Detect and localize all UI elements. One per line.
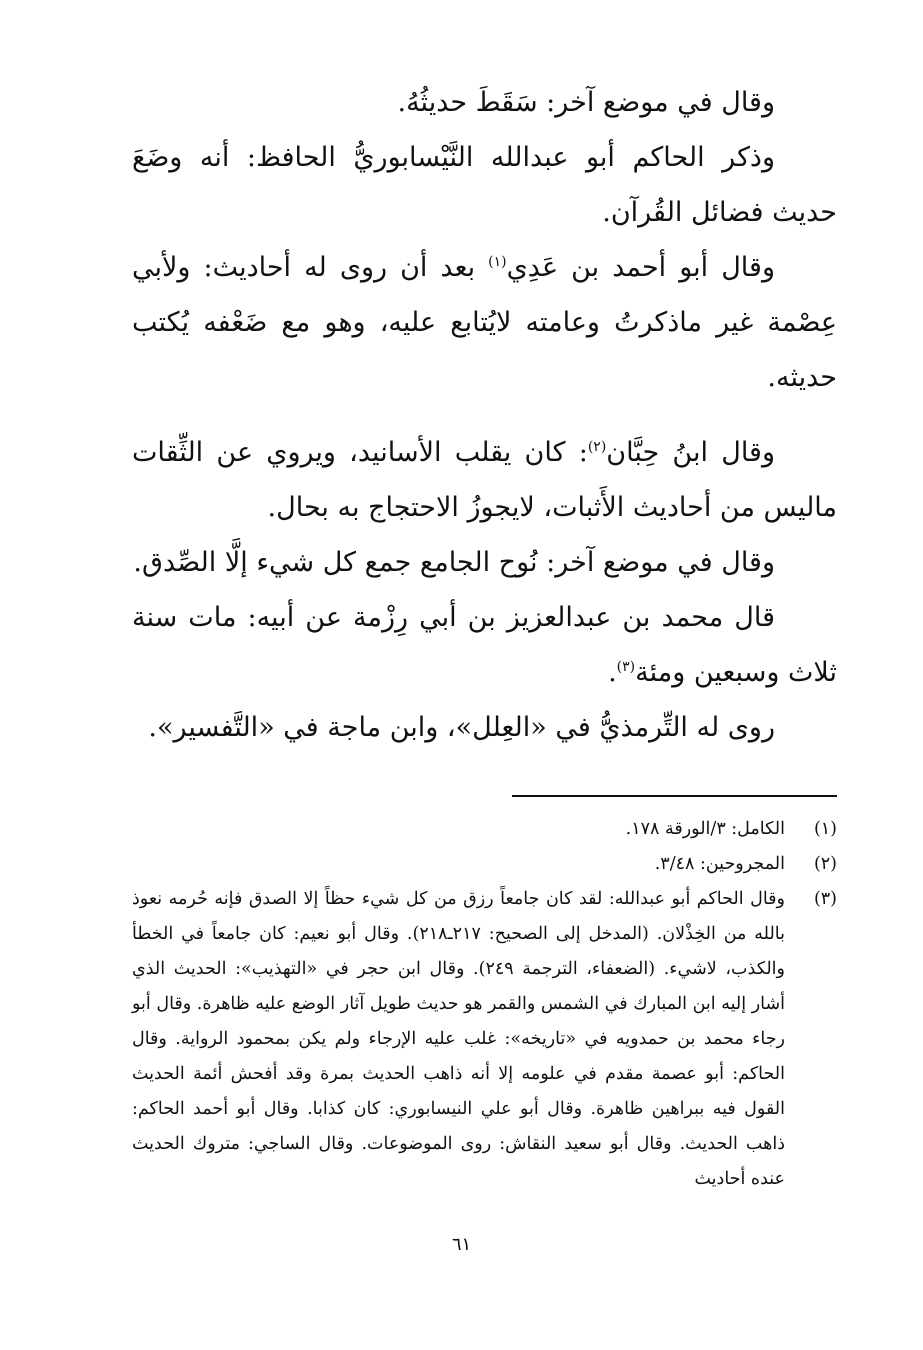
footnote [132,812,837,847]
footnote-text: المجروحين: ٣/٤٨. [654,854,785,874]
main-text-block-2 [132,425,837,755]
paragraph: وذكر الحاكم أبو عبدالله النَّيْسابوريُّ الحافظ: أنه وضَعَ حديث فضائل القُرآن. [132,142,837,228]
footnote-ref-1[interactable]: (١) [488,254,507,270]
footnote-number: (١) [813,819,837,839]
paragraph: وقال في موضع آخر: نُوح الجامع جمع كل شيء إلَّا الصِّدق. [133,547,775,578]
footnote [132,882,837,1197]
paragraph: قال محمد بن عبدالعزيز بن أبي رِزْمة عن أبيه: مات سنة ثلاث وسبعين ومئة$^{(٣)}$. [132,602,837,688]
footnotes [132,812,837,1197]
footnote-number: (٢) [813,854,837,874]
footnote-ref-3[interactable]: (٣) [616,659,636,675]
paragraph: وقال أبو أحمد بن عَدِي$^{(١)}$ بعد أن روى له أحاديث: ولأبي عِصْمة غير ماذكرتُ وعامته لايُتابع عليه، وهو مع ضَعْفه يُكتب حديثه. [132,252,837,393]
main-text-block-1 [132,75,837,405]
footnote-number: (٣) [813,889,837,909]
paragraph: وقال ابنُ حِبَّان$^{(٢)}$: كان يقلب الأسانيد، ويروي عن الثِّقات ماليس من أحاديث الأَثبات، لايجوزُ الاحتجاج به بحال. [132,437,837,523]
footnote [132,847,837,882]
paragraph: وقال في موضع آخر: سَقَطَ حديثُهُ. [397,87,775,118]
paragraph: روى له التِّرمذيُّ في «العِلل»، وابن ماجة في «التَّفسير». [148,712,775,743]
page-number: ٦١ [451,1234,472,1255]
footnote-ref-2[interactable]: (٢) [587,439,607,455]
footnote-text: وقال الحاكم أبو عبدالله: لقد كان جامعاً رزق من كل شيء حظاً إلا الصدق فإنه حُرمه نعوذ بالله من الخِذْلان. (المدخل إلى الصحيح: ٢١٧ـ٢١٨). وقال أبو نعيم: كان جامعاً في الخطأ والكذب، لاشيء. (الضعفاء، الترجمة ٢٤٩). وقال ابن حجر في «التهذيب»: الحديث الذي أشار إليه ابن المبارك في الشمس والقمر هو حديث طويل آثار الوضع عليه ظاهرة. وقال أبو رجاء محمد بن حمدويه في «تاريخه»: غلب عليه الإرجاء ولم يكن بمحمود الرواية. وقال الحاكم: أبو عصمة مقدم في علومه إلا أنه ذاهب الحديث بمرة وقد أفحش أئمة الحديث القول فيه ببراهين ظاهرة. وقال أبو علي النيسابوري: كان كذابا. وقال أبو أحمد الحاكم: ذاهب الحديث. وقال أبو سعيد النقاش: روى الموضوعات. وقال الساجي: متروك الحديث عنده أحاديث [132,889,785,1189]
footnote-text: الكامل: ٣/الورقة ١٧٨. [625,819,785,839]
footnote-separator [512,795,837,797]
